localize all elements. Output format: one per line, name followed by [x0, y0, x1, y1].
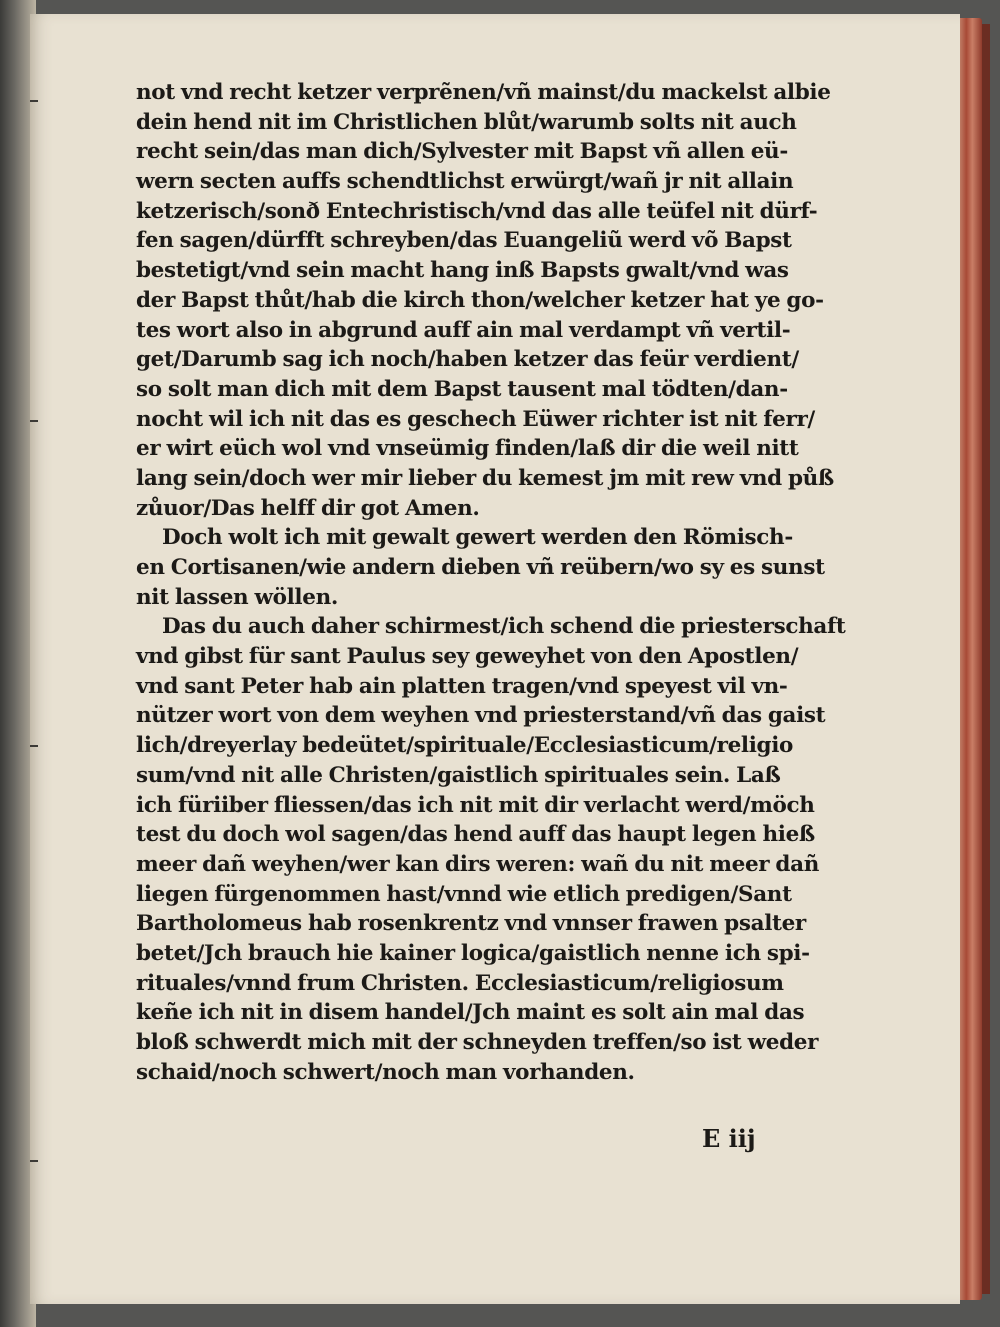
- margin-tick: [30, 1160, 38, 1162]
- text-line: der Bapst thůt/hab die kirch thon/welcher ketzer hat ye go-: [136, 287, 824, 313]
- text-line: schaid/noch schwert/noch man vorhanden.: [136, 1059, 635, 1085]
- text-line: ketzerisch/sonð Entechristisch/vnd das alle teüfel nit dürf-: [136, 198, 818, 224]
- text-line: get/Darumb sag ich noch/haben ketzer das feür verdient/: [136, 347, 799, 373]
- text-line: ich füriiber fliessen/das ich nit mit dir verlacht werd/möch: [136, 792, 815, 818]
- text-line: vnd sant Peter hab ain platten tragen/vnd speyest vil vn-: [136, 673, 788, 699]
- text-line: bloß schwerdt mich mit der schneyden treffen/so ist weder: [136, 1030, 819, 1055]
- margin-tick: [30, 420, 38, 422]
- text-line: tes wort also in abgrund auff ain mal verdampt vñ vertil-: [136, 317, 791, 343]
- margin-tick: [30, 745, 38, 747]
- text-line: er wirt eüch wol vnd vnseümig finden/laß dir die weil nitt: [136, 436, 799, 462]
- text-line: dein hend nit im Christlichen blůt/warumb solts nit auch: [136, 109, 797, 135]
- text-line: liegen fürgenommen hast/vnnd wie etlich predigen/Sant: [136, 881, 792, 907]
- text-line: lang sein/doch wer mir lieber du kemest jm mit rew vnd půß: [136, 465, 834, 491]
- page-text: [136, 78, 860, 1087]
- text-line: bestetigt/vnd sein macht hang inß Bapsts gwalt/vnd was: [136, 258, 789, 284]
- text-line: test du doch wol sagen/das hend auff das haupt legen hieß: [136, 822, 815, 848]
- text-line: not vnd recht ketzer verprẽnen/vñ mainst/du mackelst albie: [136, 80, 831, 105]
- text-line: nützer wort von dem weyhen vnd priesterstand/vñ das gaist: [136, 703, 826, 729]
- text-line: rituales/vnnd frum Christen. Ecclesiasticum/religiosum: [136, 970, 784, 996]
- text-line: zůuor/Das helff dir got Amen.: [136, 495, 480, 521]
- text-line: keñe ich nit in disem handel/Jch maint es solt ain mal das: [136, 1000, 805, 1026]
- paragraph-start-line: Doch wolt ich mit gewalt gewert werden den Römisch-: [162, 525, 793, 551]
- text-line: so solt man dich mit dem Bapst tausent mal tödten/dan-: [136, 376, 788, 402]
- text-line: nocht wil ich nit das es geschech Eüwer richter ist nit ferr/: [136, 406, 815, 432]
- text-line: vnd gibst für sant Paulus sey geweyhet von den Apostlen/: [136, 644, 799, 670]
- text-line: fen sagen/dürfft schreyben/das Euangeliũ werd võ Bapst: [136, 228, 792, 254]
- page-edge-red: [958, 18, 982, 1300]
- text-line: meer dañ weyhen/wer kan dirs weren: wañ du nit meer dañ: [136, 851, 819, 877]
- paragraph-start-line: Das du auch daher schirmest/ich schend die priesterschaft: [162, 614, 846, 640]
- book-cover-edge: [982, 24, 990, 1294]
- text-line: sum/vnd nit alle Christen/gaistlich spirituales sein. Laß: [136, 762, 781, 788]
- text-line: en Cortisanen/wie andern dieben vñ reübern/wo sy es sunst: [136, 555, 825, 580]
- text-line: recht sein/das man dich/Sylvester mit Bapst vñ allen eü-: [136, 139, 788, 165]
- text-line: nit lassen wöllen.: [136, 584, 338, 610]
- text-line: Bartholomeus hab rosenkrentz vnd vnnser frawen psalter: [136, 911, 806, 937]
- margin-tick: [30, 100, 38, 102]
- text-line: wern secten auffs schendtlichst erwürgt/wañ jr nit allain: [136, 169, 794, 195]
- text-line: lich/dreyerlay bedeütet/spirituale/Ecclesiasticum/religio: [136, 733, 794, 759]
- signature-mark: E iij: [702, 1124, 756, 1153]
- text-line: betet/Jch brauch hie kainer logica/gaistlich nenne ich spi-: [136, 940, 810, 966]
